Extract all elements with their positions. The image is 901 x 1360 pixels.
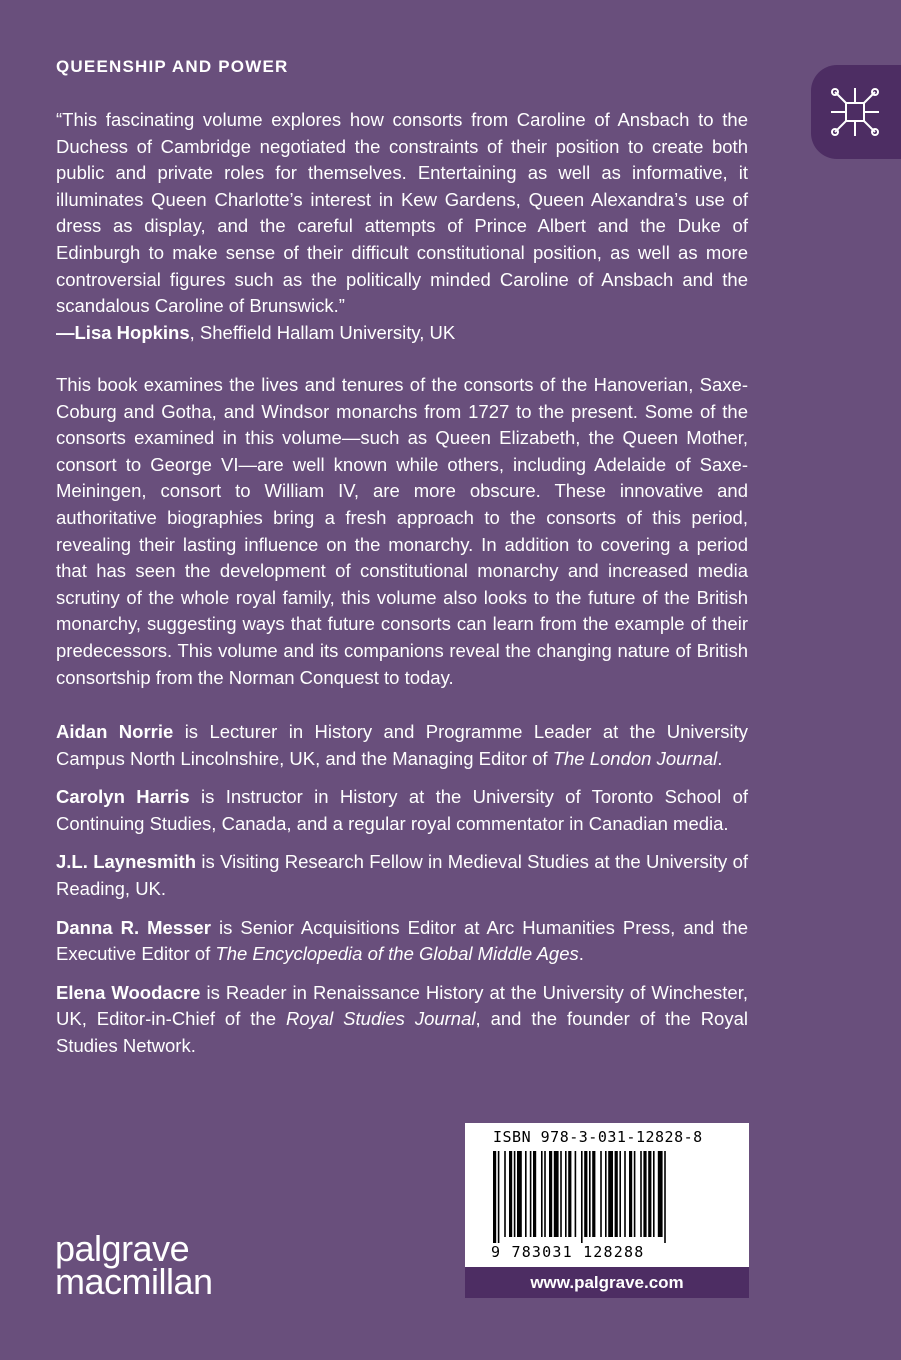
bio-text: is Reader in Renaissance History at the University of Winchester, UK, Editor-in-Chief of the bbox=[56, 981, 748, 1030]
barcode-bar bbox=[541, 1151, 543, 1237]
bio-text-end: , and the founder of the Royal Studies Network. bbox=[56, 1008, 748, 1056]
isbn-label: ISBN 978-3-031-12828-8 bbox=[493, 1128, 703, 1146]
bio-text-end: . bbox=[578, 943, 584, 965]
bio-italic: Royal Studies Journal bbox=[285, 1008, 476, 1030]
endorsement-quote: “This fascinating volume explores how consorts from Caroline of Ansbach to the Duchess of Cambridge negotiated the constraints of their position to create both public and private roles for themselves. Entertaining as well as informative, it illuminates Queen Charlotte’s interest in Kew Gardens, Queen Alexandra’s use of dress as display, and the careful attempts of Prince Albert and the Duke of Edinburgh to make sense of their difficult constitutional position, as well as more controversial figures such as the politically minded Caroline of Ansbach and the scandalous Caroline of Brunswick.” bbox=[56, 109, 748, 317]
barcode-bar bbox=[608, 1151, 613, 1237]
barcode-bar bbox=[533, 1151, 536, 1237]
barcode-bar bbox=[581, 1151, 583, 1243]
bio-text: is Visiting Research Fellow in Medieval Studies at the University of Reading, UK. bbox=[56, 851, 748, 899]
barcode-bar bbox=[600, 1151, 602, 1237]
barcode-bar bbox=[643, 1151, 646, 1237]
barcode-bar bbox=[648, 1151, 651, 1237]
barcode-bar bbox=[498, 1151, 500, 1243]
barcode-bar bbox=[640, 1151, 642, 1237]
barcode-bar bbox=[554, 1151, 559, 1237]
barcode-bar bbox=[584, 1151, 587, 1237]
publisher-logo bbox=[55, 1228, 213, 1302]
website-url[interactable]: www.palgrave.com bbox=[465, 1267, 749, 1298]
barcode-bar bbox=[525, 1151, 527, 1237]
bio-paragraph bbox=[56, 849, 748, 902]
barcode-bars bbox=[493, 1151, 725, 1243]
barcode-bar bbox=[530, 1151, 532, 1237]
bio-name: Elena Woodacre bbox=[56, 981, 201, 1003]
bio-italic: The London Journal bbox=[552, 747, 718, 769]
bio-name: Carolyn Harris bbox=[56, 786, 190, 808]
barcode-bar bbox=[658, 1151, 663, 1237]
barcode-bar bbox=[565, 1151, 567, 1237]
bio-name: Aidan Norrie bbox=[56, 721, 174, 742]
bio-paragraph bbox=[56, 915, 748, 968]
barcode-bar bbox=[619, 1151, 621, 1237]
imprint-badge bbox=[811, 65, 901, 159]
barcode-bar bbox=[653, 1151, 655, 1237]
book-description bbox=[56, 372, 748, 691]
bio-text-end: . bbox=[717, 747, 723, 769]
barcode-bar bbox=[509, 1151, 512, 1237]
endorser-affiliation: , Sheffield Hallam University, UK bbox=[189, 321, 456, 343]
barcode-bar bbox=[575, 1151, 577, 1237]
barcode-bar bbox=[493, 1151, 496, 1243]
barcode-panel bbox=[465, 1123, 749, 1298]
barcode-bar bbox=[605, 1151, 607, 1237]
description-text: This book examines the lives and tenures of the consorts of the Hanoverian, Saxe-Coburg and Gotha, and Windsor monarchs from 1727 to the present. Some of the consorts examined in this volume—such as Queen Elizabeth, the Queen Mother, consort to George VI—are well known while others, including Adelaide of Saxe-Meiningen, consort to William IV, are more obscure. These innovative and authoritative biographies bring a fresh approach to the consorts of this period, revealing their lasting influence on the monarchy. In addition to covering a period that has seen the development of constitutional monarchy and increased media scrutiny of the whole royal family, this volume also looks to the future of the British monarchy, suggesting ways that future consorts can learn from the example of their predecessors. This volume and its companions reveal the changing nature of British consortship from the Norman Conquest to today. bbox=[56, 374, 748, 688]
logo-line-1: palgrave bbox=[55, 1228, 190, 1269]
barcode-bar bbox=[504, 1151, 506, 1237]
bio-text: is Lecturer in History and Programme Leader at the University Campus North Lincolnshire, UK, and the Managing Editor of bbox=[56, 721, 748, 769]
logo-line-2: macmillan bbox=[55, 1261, 213, 1302]
ean-digits: 9 783031 128288 bbox=[491, 1243, 645, 1261]
series-title: QUEENSHIP AND POWER bbox=[56, 57, 289, 76]
barcode-bar bbox=[615, 1151, 618, 1237]
bio-name: Danna R. Messer bbox=[56, 916, 211, 938]
barcode-bar bbox=[549, 1151, 552, 1237]
bio-text: is Senior Acquisitions Editor at Arc Humanities Press, and the Executive Editor of bbox=[56, 916, 749, 965]
bio-paragraph bbox=[56, 719, 748, 772]
network-node-icon bbox=[827, 84, 883, 140]
barcode-bar bbox=[514, 1151, 516, 1237]
barcode-bar bbox=[624, 1151, 626, 1237]
author-bios bbox=[56, 719, 748, 1072]
bio-text: is Instructor in History at the University of Toronto School of Continuing Studies, Canada, and a regular royal commentator in Canadian media. bbox=[56, 786, 748, 834]
barcode-bar bbox=[544, 1151, 546, 1237]
bio-name: J.L. Laynesmith bbox=[56, 851, 197, 873]
barcode-bar bbox=[634, 1151, 636, 1237]
bio-italic: The Encyclopedia of the Global Middle Ages bbox=[215, 943, 579, 965]
barcode-bar bbox=[664, 1151, 666, 1243]
endorser-name: —Lisa Hopkins bbox=[56, 321, 190, 343]
barcode-bar bbox=[592, 1151, 595, 1237]
barcode-bar bbox=[568, 1151, 571, 1237]
barcode-bar bbox=[517, 1151, 522, 1237]
endorsement bbox=[56, 107, 748, 346]
barcode-bar bbox=[589, 1151, 591, 1237]
barcode-bar bbox=[560, 1151, 562, 1237]
bio-paragraph bbox=[56, 784, 748, 837]
endorsement-attribution bbox=[56, 320, 748, 347]
barcode-bar bbox=[629, 1151, 632, 1237]
bio-paragraph bbox=[56, 980, 748, 1060]
